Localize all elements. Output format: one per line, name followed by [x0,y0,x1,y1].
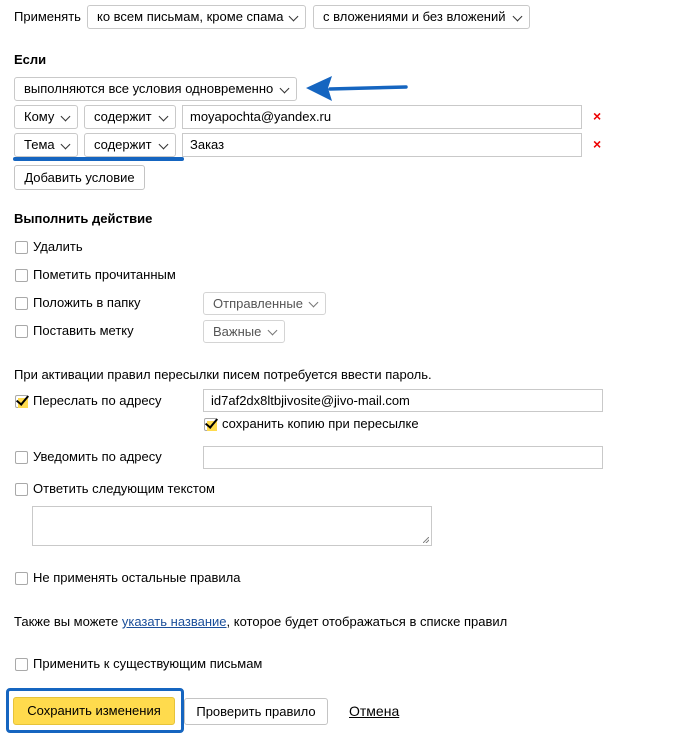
notify-checkbox[interactable] [15,451,28,464]
password-note: При активации правил пересылки писем потребуется ввести пароль. [14,367,432,382]
apply-existing-label: Применить к существующим письмам [33,656,263,671]
chevron-down-icon [159,112,169,122]
chevron-down-icon [268,326,278,336]
delete-condition-icon[interactable]: × [593,108,602,124]
scope-select[interactable] [87,5,306,29]
name-note-before: Также вы можете [14,614,122,629]
keep-copy-label: сохранить копию при пересылке [222,416,419,431]
checkmark-icon [16,392,29,406]
save-button[interactable]: Сохранить изменения [13,697,175,725]
reply-label: Ответить следующим текстом [33,481,215,496]
forward-label: Переслать по адресу [33,393,162,408]
chevron-down-icon [159,140,169,150]
annotation-arrow-icon [300,72,412,104]
scope-select-value: ко всем письмам, кроме спама [97,9,284,24]
chevron-down-icon [309,298,319,308]
forward-address-input[interactable]: id7af2dx8ltbjivosite@jivo-mail.com [203,389,603,412]
folder-select[interactable] [203,292,326,315]
set-label-label: Поставить метку [33,323,134,338]
annotation-underline [13,157,184,161]
condition-operator-select[interactable] [84,105,176,129]
stop-rules-checkbox[interactable] [15,572,28,585]
check-rule-button[interactable]: Проверить правило [184,698,328,725]
condition-value-input[interactable]: moyapochta@yandex.ru [182,105,582,129]
reply-text-area[interactable] [32,506,432,546]
condition-field-select[interactable] [14,133,78,157]
condition-field-select[interactable] [14,105,78,129]
resize-grip-icon[interactable] [423,537,429,543]
apply-label: Применять [14,9,81,24]
cancel-link[interactable]: Отмена [349,703,400,719]
keep-copy-checkbox[interactable] [204,418,217,431]
set-label-checkbox[interactable] [15,325,28,338]
label-select[interactable] [203,320,285,343]
condition-operator-select[interactable] [84,133,176,157]
condition-operator-value: содержит [94,137,152,152]
condition-field-value: Кому [24,109,55,124]
delete-checkbox[interactable] [15,241,28,254]
condition-value-input[interactable]: Заказ [182,133,582,157]
attachments-select[interactable] [313,5,530,29]
folder-select-value: Отправленные [213,296,303,311]
chevron-down-icon [289,12,299,22]
stop-rules-label: Не применять остальные правила [33,570,241,585]
logic-select-value: выполняются все условия одновременно [24,81,274,96]
set-name-link[interactable]: указать название [121,614,227,629]
add-condition-button[interactable]: Добавить условие [14,165,145,190]
checkmark-icon [205,415,218,429]
chevron-down-icon [61,112,71,122]
notify-address-input[interactable] [203,446,603,469]
move-to-folder-checkbox[interactable] [15,297,28,310]
name-note [14,614,507,630]
attachments-select-value: с вложениями и без вложений [323,9,506,24]
condition-operator-value: содержит [94,109,152,124]
label-select-value: Важные [213,324,262,339]
notify-label: Уведомить по адресу [33,449,162,464]
mark-read-checkbox[interactable] [15,269,28,282]
logic-select[interactable] [14,77,297,101]
if-heading: Если [14,52,47,67]
chevron-down-icon [61,140,71,150]
delete-label: Удалить [33,239,83,254]
name-note-after: , которое будет отображаться в списке правил [226,614,508,629]
chevron-down-icon [280,84,290,94]
reply-checkbox[interactable] [15,483,28,496]
delete-condition-icon[interactable]: × [593,136,602,152]
apply-existing-checkbox[interactable] [15,658,28,671]
mark-read-label: Пометить прочитанным [33,267,176,282]
actions-heading: Выполнить действие [14,211,153,226]
move-to-folder-label: Положить в папку [33,295,141,310]
condition-field-value: Тема [24,137,55,152]
forward-checkbox[interactable] [15,395,28,408]
chevron-down-icon [513,12,523,22]
